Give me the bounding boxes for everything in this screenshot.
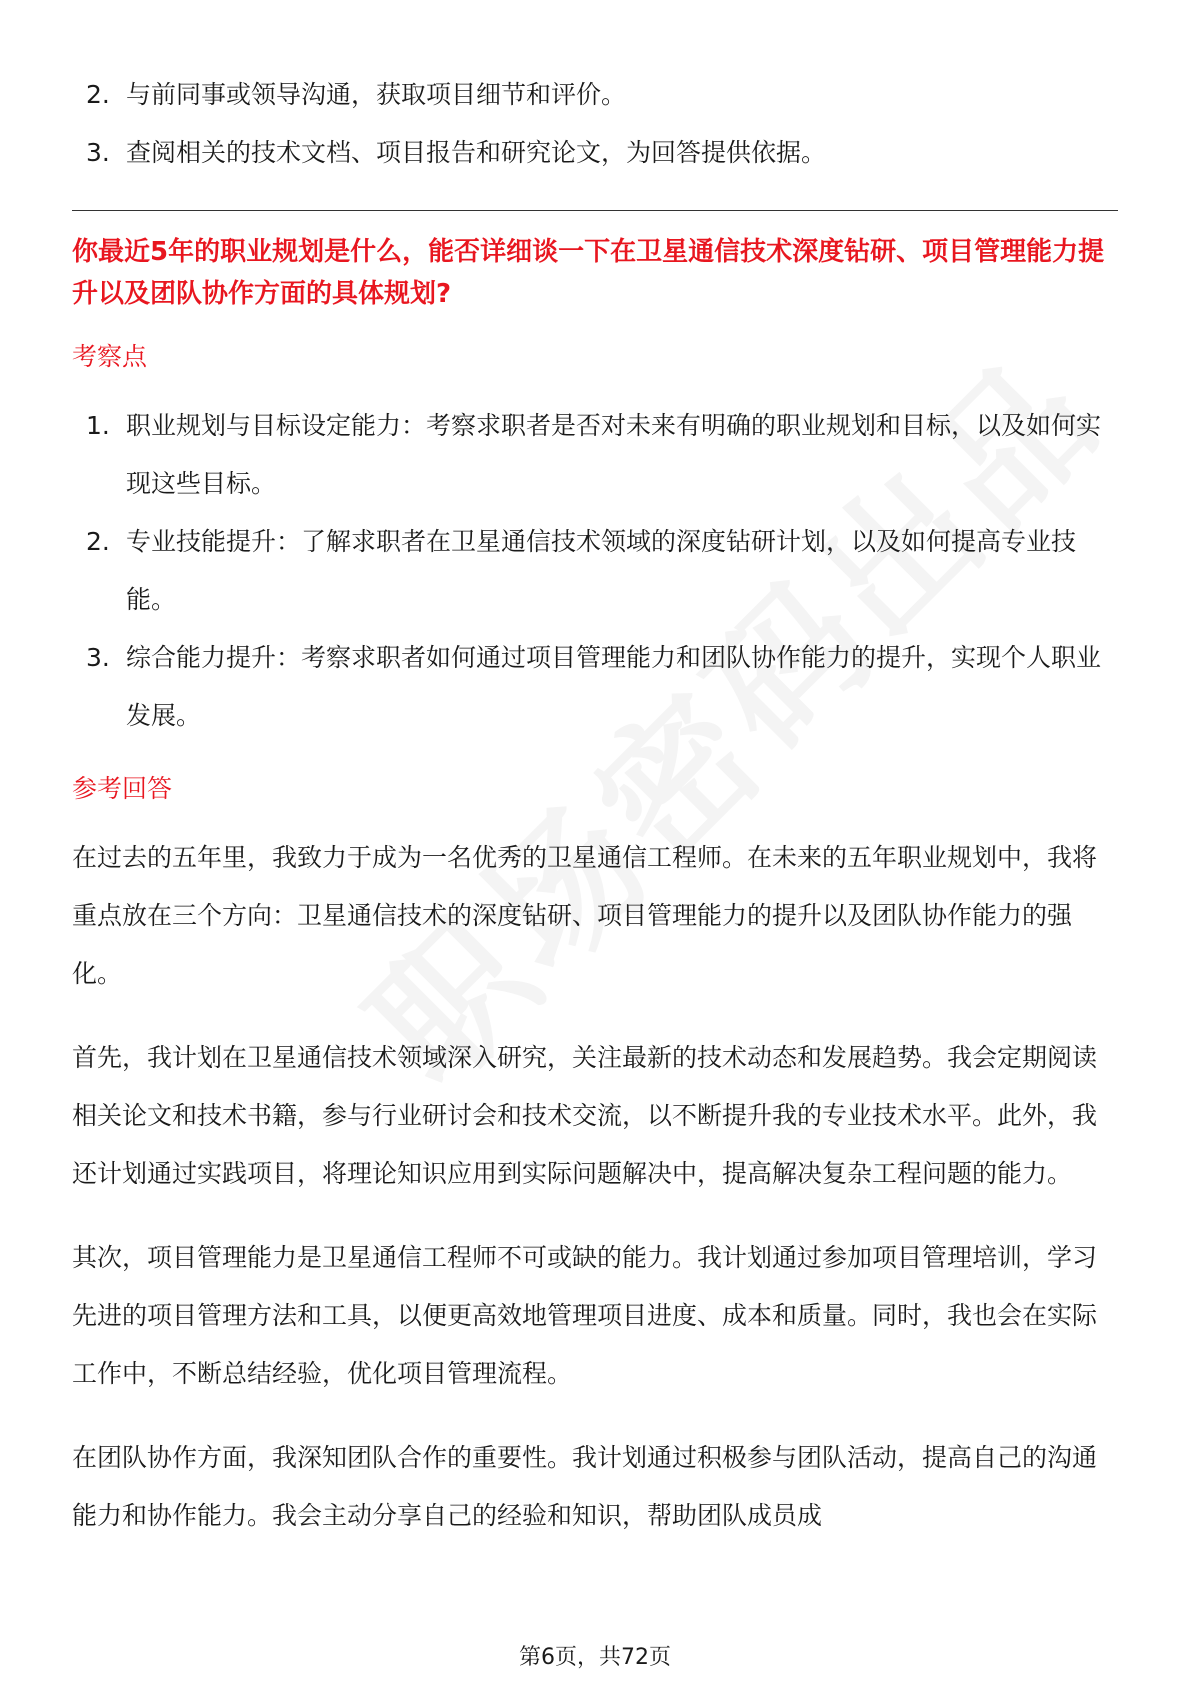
list-number: 3. (86, 138, 110, 167)
list-text: 综合能力提升：考察求职者如何通过项目管理能力和团队协作能力的提升，实现个人职业发展。 (126, 643, 1102, 730)
page-number: 第6页，共72页 (519, 1645, 671, 1670)
answer-paragraph: 首先，我计划在卫星通信技术领域深入研究，关注最新的技术动态和发展趋势。我会定期阅读相关论文和技术书籍，参与行业研讨会和技术交流，以不断提升我的专业技术水平。此外，我还计划通过实践项目，将理论知识应用到实际问题解决中，提高解决复杂工程问题的能力。 (72, 1043, 1098, 1188)
list-item (72, 397, 1118, 513)
interview-question: 你最近5年的职业规划是什么，能否详细谈一下在卫星通信技术深度钻研、项目管理能力提升以及团队协作方面的具体规划? (72, 237, 1105, 309)
list-item (72, 513, 1118, 629)
list-item (72, 629, 1118, 745)
list-text: 专业技能提升：了解求职者在卫星通信技术领域的深度钻研计划，以及如何提高专业技能。 (126, 527, 1077, 614)
list-text: 查阅相关的技术文档、项目报告和研究论文，为回答提供依据。 (126, 138, 827, 167)
list-item (72, 124, 1118, 182)
list-text: 与前同事或领导沟通，获取项目细节和评价。 (126, 80, 627, 109)
assessment-list (72, 397, 1118, 745)
previous-answer-list (72, 66, 1118, 182)
list-number: 3. (86, 643, 110, 672)
list-item (72, 66, 1118, 124)
list-number: 2. (86, 527, 110, 556)
answer-heading: 参考回答 (72, 774, 173, 803)
assessment-heading: 考察点 (72, 342, 148, 371)
list-text: 职业规划与目标设定能力：考察求职者是否对未来有明确的职业规划和目标，以及如何实现这些目标。 (126, 411, 1102, 498)
list-number: 1. (86, 411, 110, 440)
answer-paragraph: 在团队协作方面，我深知团队合作的重要性。我计划通过积极参与团队活动，提高自己的沟通能力和协作能力。我会主动分享自己的经验和知识，帮助团队成员成 (72, 1443, 1098, 1530)
answer-paragraph: 在过去的五年里，我致力于成为一名优秀的卫星通信工程师。在未来的五年职业规划中，我将重点放在三个方向：卫星通信技术的深度钻研、项目管理能力的提升以及团队协作能力的强化。 (72, 843, 1098, 988)
answer-paragraph: 其次，项目管理能力是卫星通信工程师不可或缺的能力。我计划通过参加项目管理培训，学习先进的项目管理方法和工具，以便更高效地管理项目进度、成本和质量。同时，我也会在实际工作中，不断总结经验，优化项目管理流程。 (72, 1243, 1098, 1388)
page-content (72, 66, 1118, 1571)
list-number: 2. (86, 80, 110, 109)
section-divider (72, 210, 1118, 211)
